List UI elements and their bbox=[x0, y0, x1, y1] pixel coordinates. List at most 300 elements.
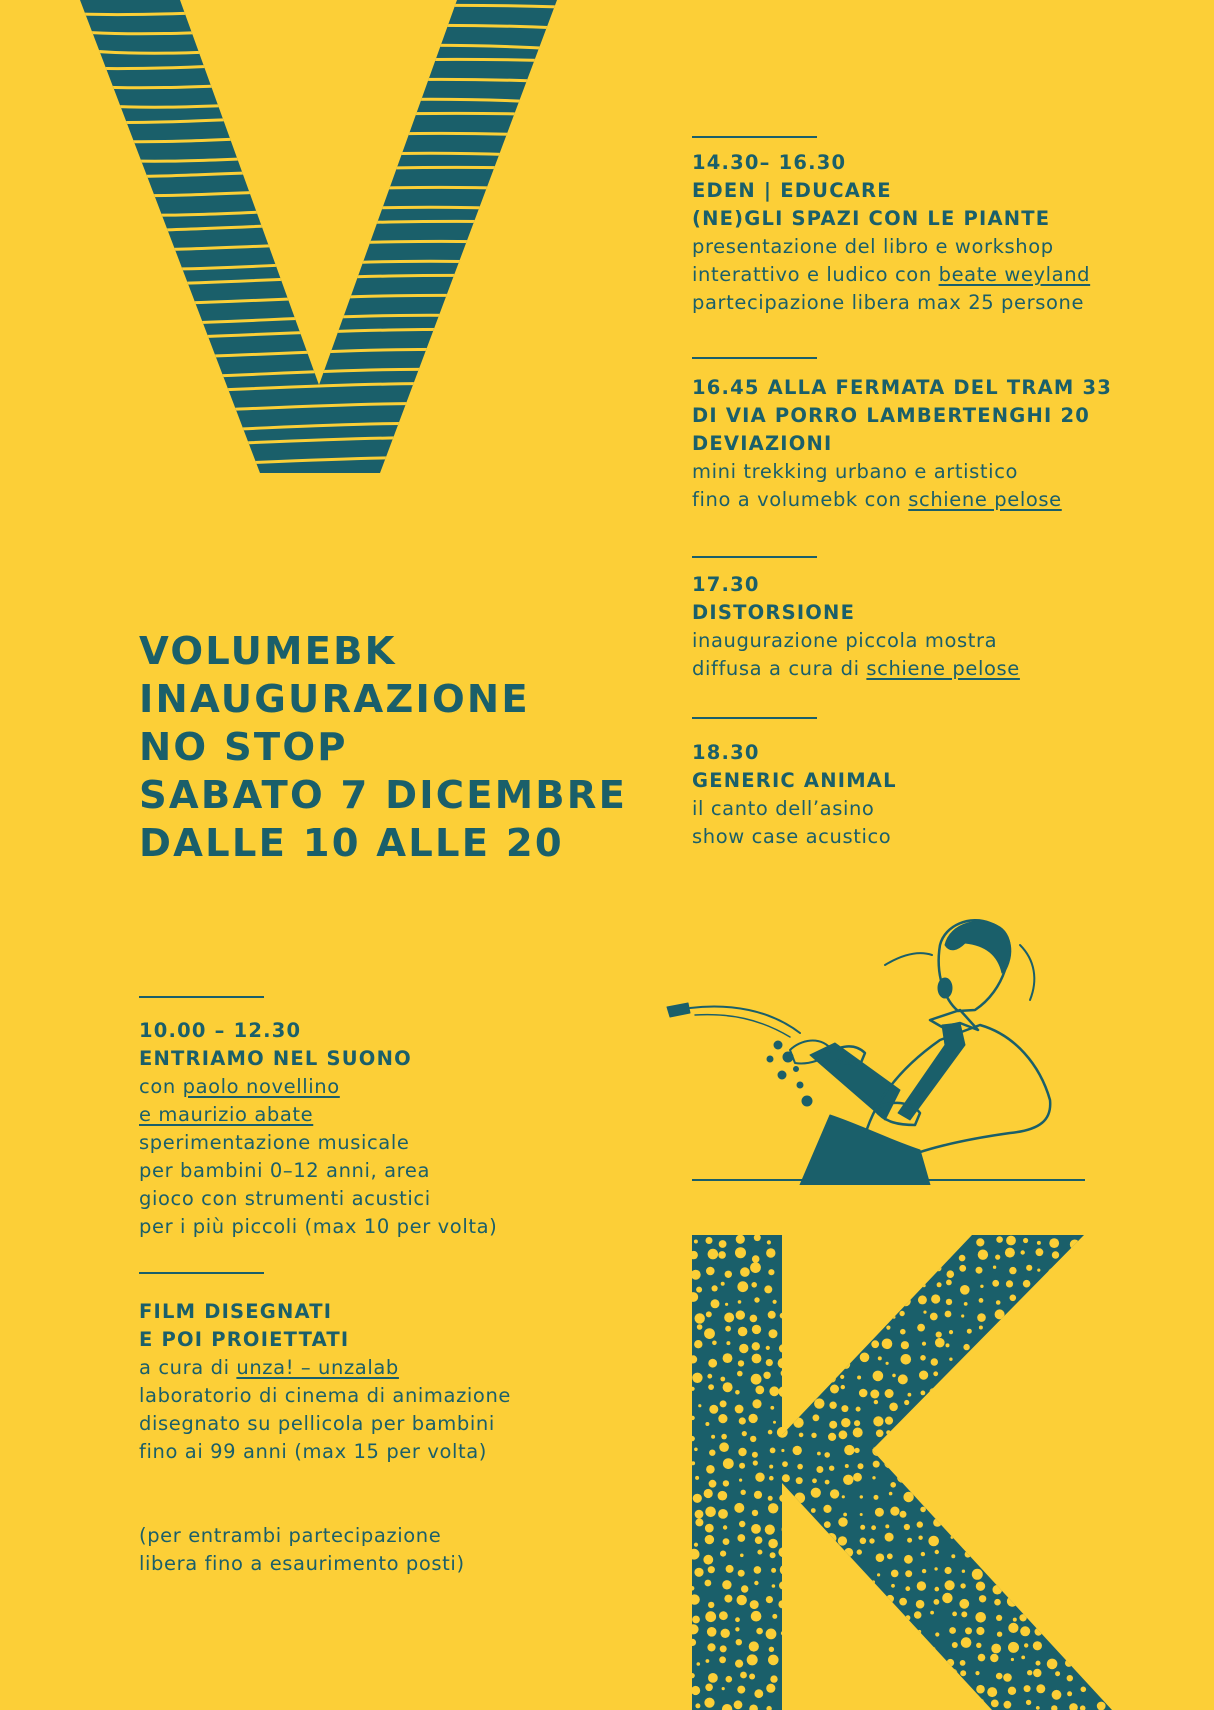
k-dot bbox=[1037, 1269, 1040, 1272]
k-dot bbox=[751, 1611, 762, 1622]
k-dot bbox=[1012, 1431, 1016, 1435]
k-dot bbox=[780, 1313, 786, 1319]
k-dot bbox=[1068, 1614, 1072, 1618]
k-dot bbox=[737, 1595, 747, 1605]
k-dot bbox=[886, 1295, 896, 1305]
k-dot bbox=[901, 1341, 909, 1349]
k-dot bbox=[948, 1391, 955, 1398]
k-dot bbox=[877, 1573, 880, 1576]
k-dot bbox=[990, 1654, 998, 1662]
event-time: 14.30– 16.30 bbox=[692, 151, 847, 174]
k-dot bbox=[796, 1477, 803, 1484]
k-dot bbox=[1023, 1539, 1026, 1542]
k-dot bbox=[1083, 1402, 1092, 1411]
k-dot bbox=[914, 1434, 925, 1445]
k-dot bbox=[979, 1298, 984, 1303]
k-dot bbox=[772, 1584, 776, 1588]
k-dot bbox=[921, 1391, 926, 1396]
k-dot bbox=[901, 1431, 906, 1436]
k-dot bbox=[978, 1654, 986, 1662]
k-dot bbox=[876, 1553, 885, 1562]
k-dot bbox=[936, 1266, 942, 1272]
man-opening-champagne-illustration bbox=[660, 915, 1090, 1185]
k-dot bbox=[814, 1616, 817, 1619]
k-dot bbox=[1102, 1641, 1105, 1644]
k-dot bbox=[1026, 1265, 1032, 1271]
k-dot bbox=[1071, 1253, 1077, 1259]
k-dot bbox=[705, 1611, 716, 1622]
k-dot bbox=[755, 1386, 764, 1395]
k-dot bbox=[706, 1311, 712, 1317]
k-dot bbox=[797, 1691, 803, 1697]
k-dot bbox=[899, 1250, 908, 1259]
k-dot bbox=[885, 1417, 893, 1425]
k-dot bbox=[711, 1299, 720, 1308]
k-dot bbox=[1056, 1642, 1061, 1647]
k-dot bbox=[868, 1657, 876, 1665]
k-dot bbox=[817, 1452, 821, 1456]
k-dot bbox=[768, 1539, 778, 1549]
k-dot bbox=[812, 1674, 822, 1684]
k-dot bbox=[693, 1494, 702, 1503]
k-dot bbox=[704, 1698, 714, 1708]
k-dot bbox=[706, 1237, 713, 1244]
k-dot bbox=[893, 1316, 896, 1319]
event-time: 10.00 – 12.30 bbox=[139, 1019, 302, 1042]
k-dot bbox=[991, 1644, 1001, 1654]
k-dot bbox=[785, 1612, 793, 1620]
k-dot bbox=[1101, 1505, 1108, 1512]
k-dot bbox=[975, 1524, 984, 1533]
k-dot bbox=[1033, 1669, 1041, 1677]
k-dot bbox=[813, 1328, 819, 1334]
link-maurizio-abate[interactable]: e maurizio abate bbox=[139, 1103, 314, 1126]
k-dot bbox=[1006, 1280, 1013, 1287]
k-dot bbox=[718, 1251, 726, 1259]
k-dot bbox=[947, 1270, 955, 1278]
k-dot bbox=[978, 1359, 985, 1366]
k-dot bbox=[903, 1492, 913, 1502]
k-dot bbox=[987, 1687, 997, 1697]
k-dot bbox=[1094, 1309, 1104, 1319]
k-dot bbox=[1040, 1284, 1044, 1288]
k-dot bbox=[1026, 1376, 1031, 1381]
k-dot bbox=[709, 1450, 715, 1456]
k-dot bbox=[888, 1250, 894, 1256]
k-dot bbox=[1005, 1248, 1015, 1258]
k-dot bbox=[786, 1406, 790, 1410]
title-line-5: DALLE 10 ALLE 20 bbox=[139, 821, 564, 866]
k-dot bbox=[922, 1569, 926, 1573]
k-dot bbox=[1084, 1238, 1091, 1245]
k-dot bbox=[919, 1468, 923, 1472]
k-dot bbox=[1008, 1687, 1016, 1695]
k-dot bbox=[752, 1510, 758, 1516]
k-dot bbox=[828, 1375, 836, 1383]
k-dot bbox=[919, 1371, 928, 1380]
k-dot bbox=[972, 1369, 982, 1379]
k-dot bbox=[918, 1480, 924, 1486]
k-dot bbox=[827, 1643, 836, 1652]
k-dot bbox=[979, 1326, 983, 1330]
k-dot bbox=[1100, 1402, 1107, 1409]
k-dot bbox=[975, 1698, 985, 1708]
k-dot bbox=[1085, 1312, 1091, 1318]
link-unzalab[interactable]: unza! – unzalab bbox=[236, 1356, 399, 1379]
k-dot bbox=[947, 1490, 956, 1499]
k-dot bbox=[1066, 1505, 1071, 1510]
k-dot bbox=[873, 1371, 884, 1382]
k-dot bbox=[1067, 1691, 1072, 1696]
k-dot bbox=[718, 1414, 727, 1423]
k-dot bbox=[935, 1550, 939, 1554]
k-dot bbox=[1097, 1689, 1104, 1696]
k-dot bbox=[951, 1521, 958, 1528]
k-dot bbox=[739, 1463, 745, 1469]
k-dot bbox=[963, 1344, 969, 1350]
k-dot bbox=[945, 1253, 951, 1259]
k-dot bbox=[722, 1687, 725, 1690]
k-dot bbox=[935, 1433, 945, 1443]
k-dot bbox=[854, 1448, 859, 1453]
k-dot bbox=[1097, 1447, 1106, 1456]
k-dot bbox=[799, 1433, 804, 1438]
k-dot bbox=[1009, 1267, 1016, 1274]
k-dot bbox=[723, 1458, 734, 1469]
k-dot bbox=[697, 1324, 703, 1330]
k-dot bbox=[782, 1461, 788, 1467]
k-dot bbox=[1027, 1670, 1032, 1675]
k-dot bbox=[918, 1639, 928, 1649]
k-dot bbox=[785, 1675, 791, 1681]
k-dot bbox=[1094, 1237, 1100, 1243]
k-dot bbox=[1011, 1658, 1014, 1661]
k-dot bbox=[917, 1521, 923, 1527]
k-dot bbox=[1027, 1431, 1030, 1434]
k-dot bbox=[817, 1284, 823, 1290]
k-dot bbox=[811, 1433, 816, 1438]
k-dot bbox=[949, 1429, 956, 1436]
k-dot bbox=[738, 1570, 745, 1577]
k-dot bbox=[811, 1508, 816, 1513]
k-dot bbox=[976, 1582, 985, 1591]
k-dot bbox=[796, 1674, 802, 1680]
k-dot bbox=[1037, 1438, 1040, 1441]
k-dot bbox=[845, 1580, 850, 1585]
k-dot bbox=[891, 1584, 895, 1588]
k-dot bbox=[692, 1373, 702, 1383]
k-dot bbox=[718, 1509, 728, 1519]
k-dot bbox=[1082, 1340, 1092, 1350]
k-dot bbox=[1079, 1300, 1085, 1306]
k-dot bbox=[808, 1553, 816, 1561]
k-dot bbox=[753, 1460, 758, 1465]
k-dot bbox=[987, 1537, 998, 1548]
k-dot bbox=[899, 1598, 907, 1606]
k-dot bbox=[750, 1262, 761, 1273]
k-dot bbox=[975, 1671, 979, 1675]
k-dot bbox=[768, 1503, 778, 1513]
k-dot bbox=[928, 1536, 939, 1547]
k-dot bbox=[829, 1421, 837, 1429]
k-dot bbox=[695, 1703, 700, 1708]
k-dot bbox=[859, 1687, 863, 1691]
k-dot bbox=[784, 1539, 793, 1548]
k-dot bbox=[982, 1341, 986, 1345]
event-name: DISTORSIONE bbox=[692, 601, 856, 624]
k-dot bbox=[962, 1570, 965, 1573]
k-dot bbox=[948, 1686, 955, 1693]
k-dot bbox=[1040, 1478, 1047, 1485]
k-dot bbox=[1050, 1519, 1057, 1526]
k-dot bbox=[814, 1583, 821, 1590]
link-beate-weyland[interactable]: beate weyland bbox=[938, 263, 1091, 286]
k-dot bbox=[897, 1472, 908, 1483]
k-dot bbox=[972, 1387, 982, 1397]
k-dot bbox=[825, 1358, 831, 1364]
k-dot bbox=[1081, 1670, 1089, 1678]
k-dot bbox=[882, 1339, 893, 1350]
k-dot bbox=[740, 1267, 750, 1277]
k-dot bbox=[725, 1303, 728, 1306]
k-dot bbox=[931, 1647, 935, 1651]
k-dot bbox=[787, 1690, 791, 1694]
v-stripe bbox=[80, 349, 560, 357]
k-dot bbox=[841, 1298, 845, 1302]
k-dot bbox=[1024, 1643, 1028, 1647]
k-dot bbox=[959, 1599, 969, 1609]
k-dot bbox=[1052, 1251, 1059, 1258]
k-dot bbox=[825, 1237, 832, 1244]
k-dot bbox=[840, 1314, 848, 1322]
k-dot bbox=[946, 1280, 952, 1286]
k-dot bbox=[936, 1332, 942, 1338]
k-dot bbox=[1097, 1432, 1102, 1437]
event-desc: gioco con strumenti acustici bbox=[139, 1187, 431, 1210]
k-dot bbox=[1007, 1384, 1015, 1392]
k-dot bbox=[931, 1294, 940, 1303]
k-dot bbox=[1036, 1661, 1041, 1666]
event-desc bbox=[139, 1101, 497, 1129]
k-dot bbox=[792, 1239, 803, 1250]
k-dot bbox=[919, 1416, 927, 1424]
k-dot bbox=[998, 1437, 1001, 1440]
k-dot bbox=[1079, 1463, 1087, 1471]
k-dot bbox=[947, 1447, 952, 1452]
k-dot bbox=[839, 1686, 848, 1695]
k-dot bbox=[726, 1676, 733, 1683]
k-dot bbox=[1071, 1333, 1074, 1336]
k-dot bbox=[694, 1543, 698, 1547]
k-dot bbox=[1048, 1268, 1058, 1278]
k-dot bbox=[841, 1418, 850, 1427]
k-dot bbox=[780, 1565, 791, 1576]
k-dot bbox=[1070, 1240, 1080, 1250]
k-dot bbox=[874, 1495, 879, 1500]
k-dot bbox=[917, 1581, 926, 1590]
k-dot bbox=[888, 1446, 891, 1449]
k-dot bbox=[873, 1250, 878, 1255]
k-dot bbox=[890, 1482, 896, 1488]
k-dot bbox=[723, 1538, 730, 1545]
k-dot bbox=[1051, 1330, 1060, 1339]
k-dot bbox=[1050, 1569, 1061, 1580]
k-dot bbox=[980, 1554, 987, 1561]
k-dot bbox=[1026, 1700, 1031, 1705]
event-entriamo-nel-suono bbox=[139, 1017, 497, 1241]
k-dot bbox=[905, 1615, 910, 1620]
k-dot bbox=[889, 1403, 898, 1412]
k-dot bbox=[901, 1296, 911, 1306]
k-dot bbox=[1097, 1659, 1103, 1665]
k-dot bbox=[779, 1581, 787, 1589]
k-dot bbox=[840, 1567, 846, 1573]
k-dot bbox=[707, 1374, 712, 1379]
k-dot bbox=[841, 1385, 845, 1389]
k-dot bbox=[769, 1476, 774, 1481]
k-dot bbox=[1085, 1644, 1092, 1651]
k-dot bbox=[887, 1701, 898, 1710]
k-dot bbox=[823, 1612, 834, 1623]
k-dot bbox=[960, 1670, 966, 1676]
k-dot bbox=[858, 1638, 868, 1648]
k-dot bbox=[1064, 1428, 1074, 1438]
k-dot bbox=[1009, 1564, 1019, 1574]
k-dot bbox=[874, 1238, 878, 1242]
k-dot bbox=[735, 1390, 740, 1395]
k-dot bbox=[872, 1580, 875, 1583]
k-dot bbox=[918, 1684, 927, 1693]
k-dot bbox=[1035, 1570, 1042, 1577]
k-dot bbox=[1085, 1354, 1094, 1363]
divider bbox=[692, 136, 817, 138]
k-dot bbox=[1019, 1614, 1026, 1621]
k-dot bbox=[886, 1264, 894, 1272]
k-dot bbox=[704, 1328, 715, 1339]
k-dot bbox=[942, 1593, 952, 1603]
k-dot bbox=[824, 1596, 830, 1602]
k-dot bbox=[1004, 1491, 1011, 1498]
k-dot bbox=[794, 1253, 803, 1262]
k-dot bbox=[931, 1476, 942, 1487]
k-dot bbox=[719, 1442, 729, 1452]
k-dot bbox=[695, 1518, 703, 1526]
link-paolo-novellino[interactable]: paolo novellino bbox=[182, 1075, 340, 1098]
k-dot bbox=[824, 1521, 831, 1528]
k-dot bbox=[767, 1240, 771, 1244]
k-dot bbox=[933, 1463, 943, 1473]
k-dot bbox=[871, 1525, 876, 1530]
k-dot bbox=[856, 1341, 860, 1345]
k-dot bbox=[1021, 1506, 1026, 1511]
k-dot bbox=[712, 1285, 718, 1291]
event-desc: diffusa a cura di schiene pelose bbox=[692, 657, 1020, 680]
k-dot bbox=[812, 1683, 821, 1692]
k-dot bbox=[1070, 1355, 1081, 1366]
k-dot bbox=[1053, 1387, 1056, 1390]
k-dot bbox=[1005, 1549, 1013, 1557]
k-dot bbox=[846, 1626, 852, 1632]
k-dot bbox=[812, 1631, 818, 1637]
k-dot bbox=[906, 1423, 910, 1427]
k-dot bbox=[842, 1326, 846, 1330]
k-dot bbox=[883, 1280, 893, 1290]
k-dot bbox=[798, 1614, 804, 1620]
k-dot bbox=[723, 1525, 727, 1529]
k-dot bbox=[949, 1481, 953, 1485]
k-dot bbox=[841, 1360, 850, 1369]
k-dot bbox=[840, 1654, 847, 1661]
k-dot bbox=[869, 1616, 876, 1623]
k-dot bbox=[768, 1496, 773, 1501]
k-dot bbox=[719, 1656, 726, 1663]
k-dot bbox=[708, 1566, 715, 1573]
event-deviazioni bbox=[692, 374, 1112, 514]
v-stripe bbox=[80, 315, 560, 323]
k-dot bbox=[975, 1612, 986, 1623]
k-dot bbox=[934, 1599, 940, 1605]
k-dot bbox=[1018, 1383, 1028, 1393]
link-schiene-pelose[interactable]: schiene pelose bbox=[866, 657, 1020, 680]
k-dot bbox=[996, 1615, 1002, 1621]
k-dot bbox=[757, 1550, 762, 1555]
k-dot bbox=[1021, 1329, 1029, 1337]
k-dot bbox=[1080, 1450, 1086, 1456]
event-desc: interattivo e ludico con beate weyland bbox=[692, 263, 1091, 286]
k-dot bbox=[995, 1309, 1005, 1319]
k-dot bbox=[772, 1614, 777, 1619]
k-dot bbox=[785, 1509, 794, 1518]
event-desc: il canto dell’asino bbox=[692, 797, 875, 820]
participation-note bbox=[139, 1522, 465, 1578]
k-dot bbox=[738, 1327, 748, 1337]
k-dot bbox=[786, 1285, 791, 1290]
k-dot bbox=[920, 1355, 926, 1361]
k-dot bbox=[991, 1460, 997, 1466]
k-dot bbox=[712, 1341, 717, 1346]
k-dot bbox=[1053, 1629, 1060, 1636]
k-dot bbox=[1093, 1386, 1103, 1396]
k-dot bbox=[708, 1249, 719, 1260]
k-dot bbox=[725, 1326, 731, 1332]
k-dot bbox=[959, 1534, 968, 1543]
k-dot bbox=[705, 1507, 716, 1518]
k-dot bbox=[992, 1549, 1001, 1558]
k-dot bbox=[979, 1595, 986, 1602]
k-dot bbox=[1011, 1481, 1017, 1487]
k-dot bbox=[873, 1677, 879, 1683]
k-dot bbox=[809, 1267, 816, 1274]
k-dot bbox=[918, 1630, 922, 1634]
k-dot bbox=[945, 1567, 952, 1574]
k-dot bbox=[754, 1689, 763, 1698]
k-dot bbox=[1070, 1339, 1076, 1345]
k-dot bbox=[842, 1495, 845, 1498]
k-dot bbox=[1042, 1614, 1046, 1618]
k-dot bbox=[949, 1627, 956, 1634]
k-dot bbox=[766, 1684, 775, 1693]
k-dot bbox=[1008, 1328, 1018, 1338]
k-dot bbox=[768, 1430, 773, 1435]
link-schiene-pelose[interactable]: schiene pelose bbox=[908, 488, 1062, 511]
k-dot bbox=[708, 1359, 717, 1368]
k-dot bbox=[1068, 1407, 1074, 1413]
k-dot bbox=[917, 1252, 920, 1255]
k-dot bbox=[1063, 1418, 1073, 1428]
k-dot bbox=[752, 1325, 761, 1334]
k-dot bbox=[892, 1374, 896, 1378]
k-dot bbox=[793, 1340, 801, 1348]
